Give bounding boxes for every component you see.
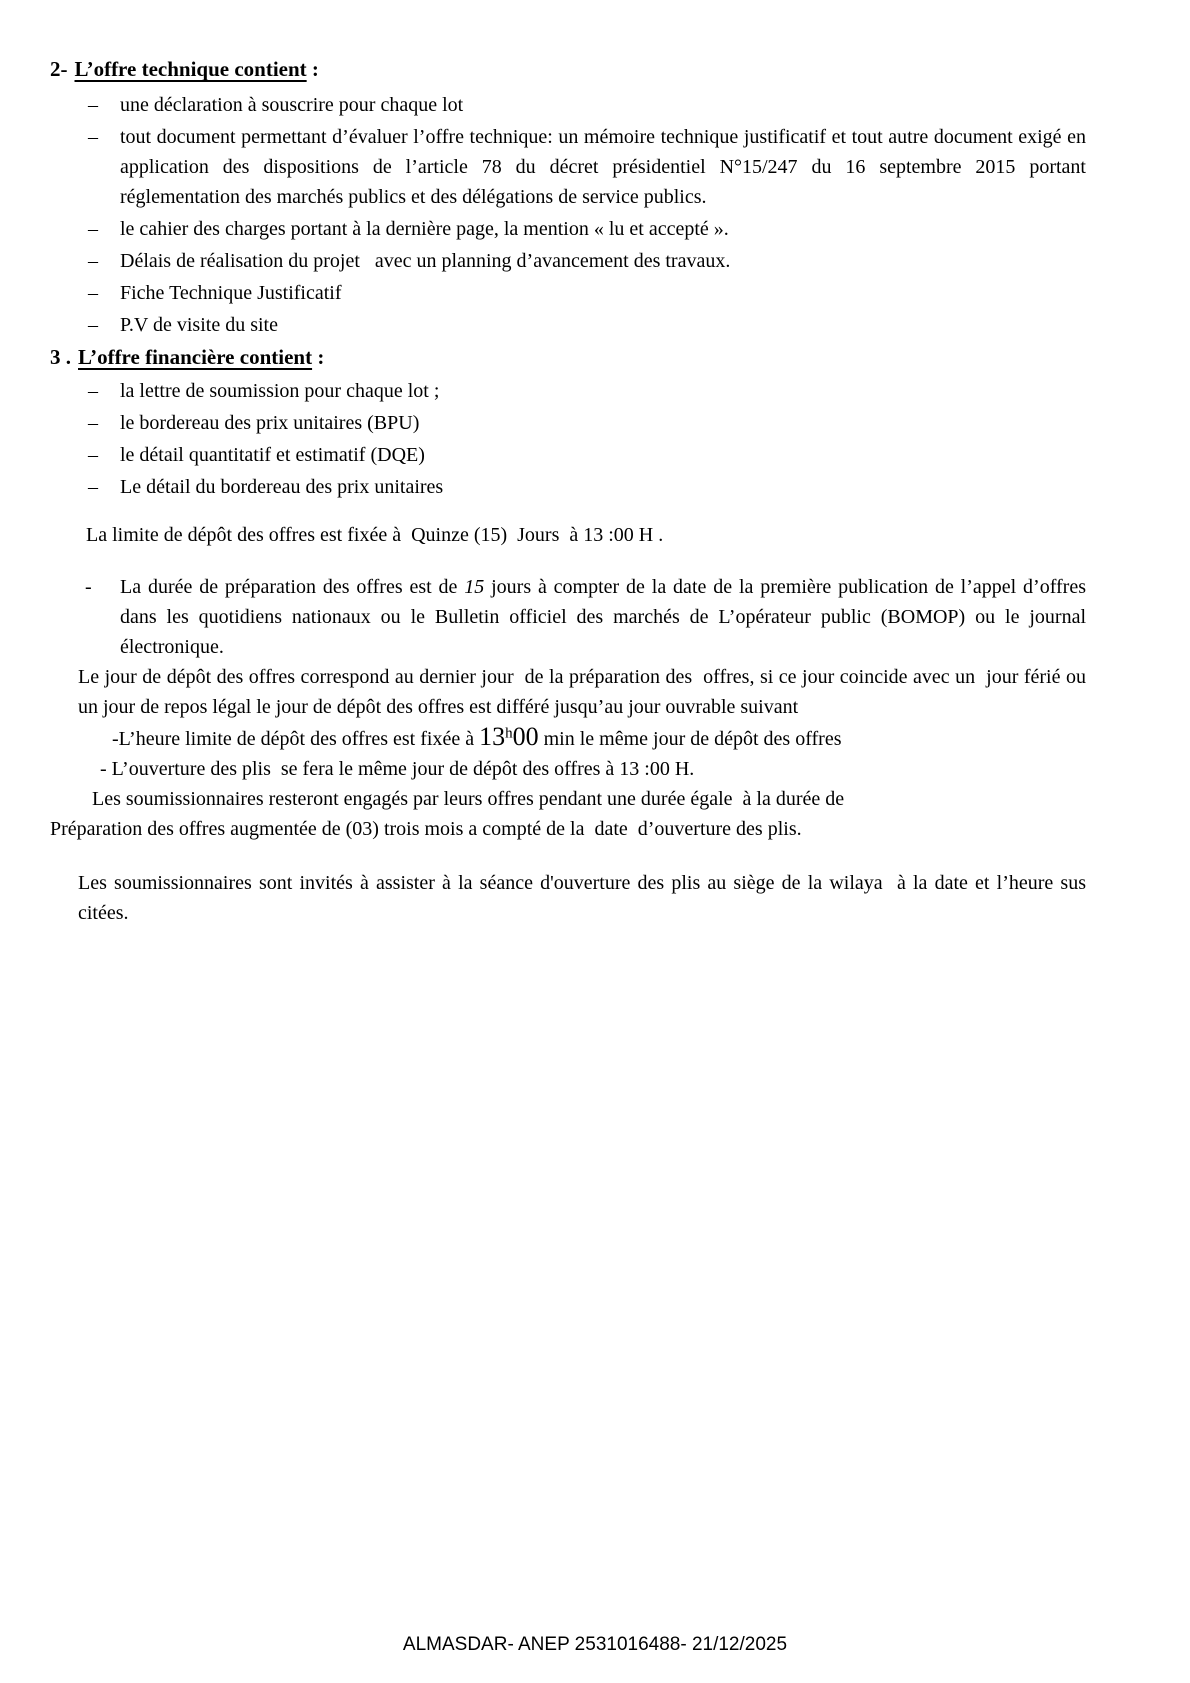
dash-bullet: – bbox=[88, 250, 98, 272]
list-item-text: le cahier des charges portant à la dernière page, la mention « lu et accepté ». bbox=[120, 218, 729, 240]
list-item bbox=[50, 408, 1086, 438]
list-item-text: le bordereau des prix unitaires (BPU) bbox=[120, 412, 420, 434]
duration-days-value: 15 bbox=[464, 576, 485, 598]
commitment-line-1: Les soumissionnaires resteront engagés par leurs offres pendant une durée égale à la durée de bbox=[92, 788, 845, 810]
list-item bbox=[50, 278, 1086, 308]
list-item-text: Le détail du bordereau des prix unitaires bbox=[120, 476, 444, 498]
section-2-heading bbox=[50, 54, 1086, 84]
list-item-text: tout document permettant d’évaluer l’offre technique: un mémoire technique justificatif et tout autre document exigé en application des dispositions de l’article 78 du décret présidentiel N°15/247 du 16 septembre 2015 portant réglementation des marchés publics et des délégations de service publics. bbox=[120, 126, 1091, 208]
section-3-list bbox=[50, 376, 1086, 502]
deadline-line: La limite de dépôt des offres est fixée à Quinze (15) Jours à 13 :00 H . bbox=[86, 524, 664, 546]
dash-bullet: - bbox=[85, 576, 92, 598]
dash-bullet: – bbox=[88, 380, 98, 402]
list-item bbox=[50, 246, 1086, 276]
list-item bbox=[50, 472, 1086, 502]
list-item bbox=[50, 90, 1086, 120]
hour-superscript: h bbox=[505, 725, 513, 742]
dash-bullet: – bbox=[88, 444, 98, 466]
list-item-text: une déclaration à souscrire pour chaque lot bbox=[120, 94, 464, 116]
list-item bbox=[50, 440, 1086, 470]
minute-value: 00 bbox=[512, 722, 539, 751]
list-item-text: le détail quantitatif et estimatif (DQE) bbox=[120, 444, 425, 466]
hour-value: 13 bbox=[479, 722, 506, 751]
duration-text-before: La durée de préparation des offres est de bbox=[120, 576, 465, 598]
dash-bullet: – bbox=[88, 282, 98, 304]
list-item bbox=[50, 310, 1086, 340]
dash-bullet: – bbox=[88, 94, 98, 116]
dash-bullet: – bbox=[88, 476, 98, 498]
list-item bbox=[50, 122, 1091, 212]
section-3-title: L’offre financière contient bbox=[78, 345, 313, 369]
hour-text-after: min le même jour de dépôt des offres bbox=[538, 728, 842, 750]
list-item-text: Fiche Technique Justificatif bbox=[120, 282, 342, 304]
dash-bullet: – bbox=[88, 126, 98, 148]
deposit-day-paragraph: Le jour de dépôt des offres correspond au dernier jour de la préparation des offres, si ce jour coincide avec un jour férié ou un jour de repos légal le jour de dépôt des offres est différé jusqu’au jour ouvrable suivant bbox=[78, 666, 1091, 718]
section-3-number: 3 . bbox=[50, 345, 71, 369]
section-2-title: L’offre technique contient bbox=[74, 57, 307, 81]
opening-line: - L’ouverture des plis se fera le même jour de dépôt des offres à 13 :00 H. bbox=[100, 758, 695, 780]
deadline-hour-line bbox=[112, 722, 1086, 754]
commitment-line-2: Préparation des offres augmentée de (03) trois mois a compté de la date d’ouverture des plis. bbox=[50, 818, 802, 840]
dash-bullet: – bbox=[88, 218, 98, 240]
dash-bullet: – bbox=[88, 412, 98, 434]
dash-bullet: – bbox=[88, 314, 98, 336]
section-3-heading bbox=[50, 342, 1086, 372]
preparation-duration-text bbox=[120, 572, 1086, 662]
list-item-text: la lettre de soumission pour chaque lot ; bbox=[120, 380, 440, 402]
list-item bbox=[50, 214, 1086, 244]
list-item-text: Délais de réalisation du projet avec un planning d’avancement des travaux. bbox=[120, 250, 731, 272]
hour-text-before: -L’heure limite de dépôt des offres est fixée à bbox=[112, 728, 480, 750]
invitation-paragraph: Les soumissionnaires sont invités à assister à la séance d'ouverture des plis au siège de la wilaya à la date et l’heure sus citées. bbox=[78, 872, 1091, 924]
section-2-number: 2- bbox=[50, 57, 68, 81]
section-3-colon: : bbox=[312, 345, 325, 369]
list-item-text: P.V de visite du site bbox=[120, 314, 278, 336]
section-2-colon: : bbox=[306, 57, 319, 81]
footer-publication-line: ALMASDAR- ANEP 2531016488- 21/12/2025 bbox=[402, 1634, 788, 1655]
preparation-duration-item bbox=[50, 572, 1086, 662]
duration-text-after: jours à compter de la date de la première publication de l’appel d’offres dans les quotidiens nationaux ou le Bulletin officiel des marchés de L’opérateur public (BOMOP) ou le journal électronique. bbox=[120, 576, 1086, 658]
section-2-list bbox=[50, 90, 1091, 340]
list-item bbox=[50, 376, 1086, 406]
